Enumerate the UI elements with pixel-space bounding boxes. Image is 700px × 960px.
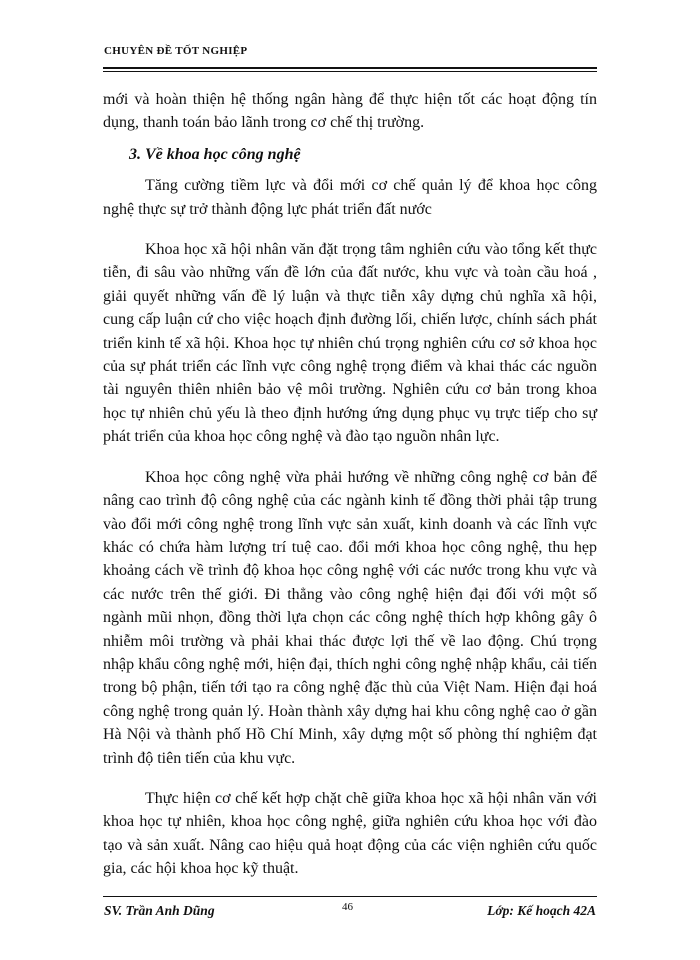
paragraph: Khoa học công nghệ vừa phải hướng về những công nghệ cơ bản để nâng cao trình độ công nghệ của các ngành kinh tế đồng thời phải tập trung vào đổi mới công nghệ trong lĩnh vực sản xuất, kinh doanh và các lĩnh vực khác có chứa hàm lượng trí tuệ cao. đổi mới khoa học công nghệ, thu hẹp khoảng cách về trình độ khoa học công nghệ với các nước trong khu vực và các nước trên thế giới. Đi thẳng vào công nghệ hiện đại đối với một số ngành mũi nhọn, đồng thời lựa chọn các công nghệ thích hợp không gây ô nhiễm môi trường và phải khai thác được lợi thế về lao động. Chú trọng nhập khẩu công nghệ mới, hiện đại, thích nghi công nghệ nhập khẩu, cải tiến trong bộ phận, tiến tới tạo ra công nghệ đặc thù của Việt Nam. Hiện đại hoá công nghệ trong quản lý. Hoàn thành xây dựng hai khu công nghệ cao ở gần Hà Nội và thành phố Hồ Chí Minh, xây dựng một số phòng thí nghiệm đạt trình độ tiên tiến của khu vực.	[103, 468, 597, 767]
footer-class: Lớp: Kế hoạch 42A	[487, 903, 596, 918]
paragraph: Tăng cường tiềm lực và đổi mới cơ chế quản lý để khoa học công nghệ thực sự trở thành động lực phát triển đất nước	[103, 177, 597, 218]
footer-rule	[103, 896, 597, 897]
paragraph: Khoa học xã hội nhân văn đặt trọng tâm nghiên cứu vào tổng kết thực tiễn, đi sâu vào những vấn đề lớn của đất nước, khu vực và toàn cầu hoá , giải quyết những vấn đề lý luận và thực tiễn xây dựng chủ nghĩa xã hội, cung cấp luận cứ cho việc hoạch định đường lối, chiến lược, chính sách phát triển kinh tế xã hội. Khoa học tự nhiên chú trọng nghiên cứu cơ sở khoa học của sự phát triển các lĩnh vực công nghệ trọng điểm và khai thác các nguồn tài nguyên thiên nhiên bảo vệ môi trường. Nghiên cứu cơ bản trong khoa học tự nhiên chủ yếu là theo định hướng ứng dụng phục vụ trực tiếp cho sự phát triển của khoa học công nghệ và đào tạo nguồn nhân lực.	[103, 241, 597, 446]
header-rule-secondary	[103, 71, 597, 72]
paragraph: Thực hiện cơ chế kết hợp chặt chẽ giữa khoa học xã hội nhân văn với khoa học tự nhiên, khoa học công nghệ, giữa nghiên cứu khoa học với đào tạo và sản xuất. Nâng cao hiệu quả hoạt động của các viện nghiên cứu quốc gia, các hội khoa học kỹ thuật.	[103, 789, 597, 878]
page-number: 46	[342, 901, 353, 913]
header-title: CHUYÊN ĐỀ TỐT NGHIỆP	[104, 45, 248, 57]
footer-student-name: SV. Trần Anh Dũng	[104, 903, 215, 918]
paragraph-continuation: mới và hoàn thiện hệ thống ngân hàng để thực hiện tốt các hoạt động tín dụng, thanh toán bảo lãnh trong cơ chế thị trường.	[103, 91, 597, 132]
body-content	[103, 88, 597, 881]
section-heading: 3. Về khoa học công nghệ	[129, 145, 301, 163]
header-rule	[103, 67, 597, 69]
